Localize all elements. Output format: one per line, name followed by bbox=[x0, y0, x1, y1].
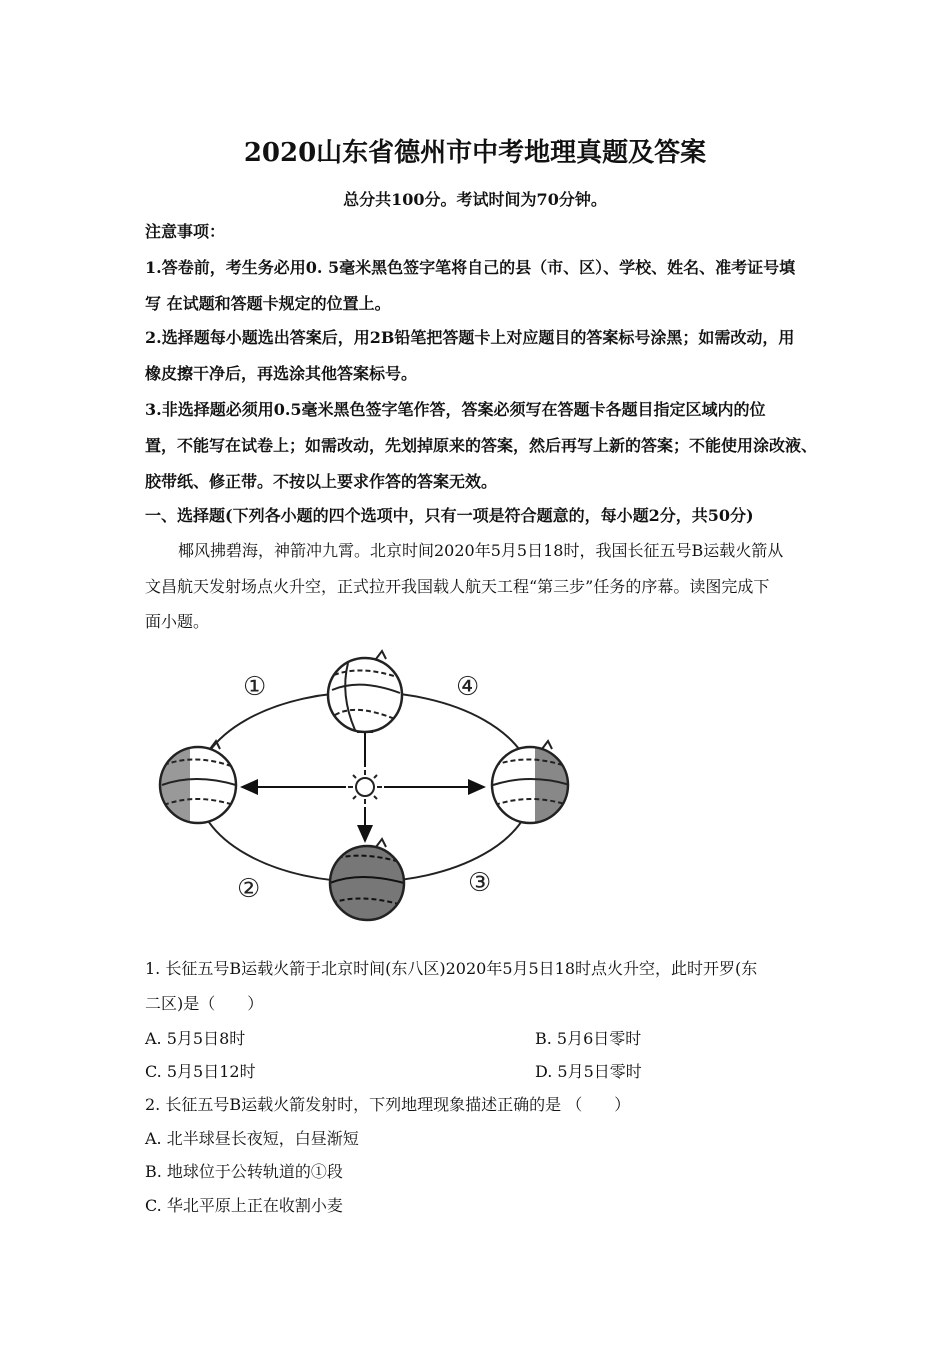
exam-subtitle: 总分共100分。考试时间为70分钟。 bbox=[343, 190, 607, 209]
note-line: 胶带纸、修正带。不按以上要求作答的答案无效。 bbox=[145, 472, 498, 491]
option-d: D. 5月5日零时 bbox=[535, 1062, 642, 1081]
note-line: 2.选择题每小题选出答案后，用2B铅笔把答题卡上对应题目的答案标号涂黑；如需改动，用 bbox=[145, 328, 795, 347]
orbit-label-1: ① bbox=[243, 672, 267, 702]
note-line: 写 在试题和答题卡规定的位置上。 bbox=[145, 294, 391, 313]
note-line: 1.答卷前，考生务必用0. 5毫米黑色签字笔将自己的县（市、区）、学校、姓名、准考证号填 bbox=[145, 258, 796, 277]
earth-orbit-diagram bbox=[150, 645, 580, 935]
option-b: B. 5月6日零时 bbox=[535, 1029, 642, 1048]
notes-heading: 注意事项： bbox=[145, 222, 226, 241]
note-line: 置，不能写在试卷上；如需改动，先划掉原来的答案，然后再写上新的答案；不能使用涂改液、 bbox=[145, 436, 818, 455]
question-stem: 2. 长征五号B运载火箭发射时，下列地理现象描述正确的是 （ ） bbox=[145, 1095, 631, 1114]
orbit-label-2: ② bbox=[237, 874, 261, 904]
intro-line: 椰风拂碧海，神箭冲九霄。北京时间2020年5月5日18时，我国长征五号B运载火箭从 bbox=[178, 541, 784, 560]
orbit-label-3: ③ bbox=[468, 868, 492, 898]
option-a: A. 5月5日8时 bbox=[145, 1029, 246, 1048]
option-c: C. 5月5日12时 bbox=[145, 1062, 256, 1081]
sun-icon bbox=[348, 770, 382, 804]
note-line: 3.非选择题必须用0.5毫米黑色签字笔作答，答案必须写在答题卡各题目指定区域内的位 bbox=[145, 400, 766, 419]
option-b: B. 地球位于公转轨道的①段 bbox=[145, 1162, 343, 1181]
option-c: C. 华北平原上正在收割小麦 bbox=[145, 1196, 343, 1215]
note-line: 橡皮擦干净后，再选涂其他答案标号。 bbox=[145, 364, 418, 383]
intro-line: 面小题。 bbox=[145, 612, 210, 631]
option-a: A. 北半球昼长夜短，白昼渐短 bbox=[145, 1129, 359, 1148]
section-heading: 一、选择题(下列各小题的四个选项中，只有一项是符合题意的，每小题2分，共50分) bbox=[145, 506, 754, 525]
page-title: 2020山东省德州市中考地理真题及答案 bbox=[243, 138, 707, 168]
question-stem: 1. 长征五号B运载火箭于北京时间(东八区)2020年5月5日18时点火升空，此时开罗(东 bbox=[145, 959, 758, 978]
question-stem: 二区)是（ ） bbox=[145, 994, 264, 1013]
orbit-label-4: ④ bbox=[456, 672, 480, 702]
intro-line: 文昌航天发射场点火升空，正式拉开我国载人航天工程“第三步”任务的序幕。读图完成下 bbox=[145, 577, 770, 596]
